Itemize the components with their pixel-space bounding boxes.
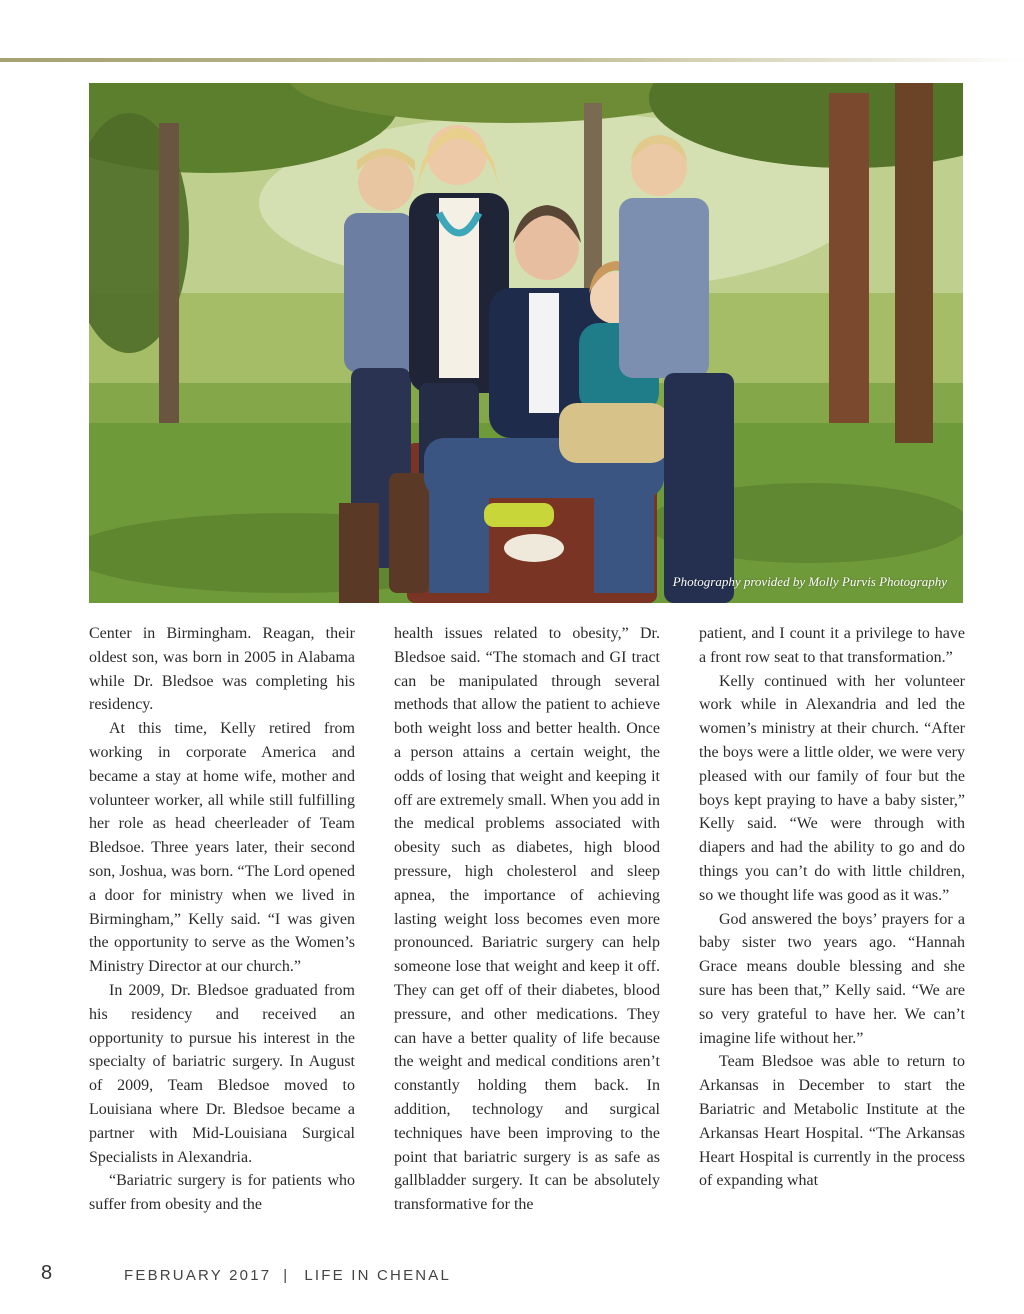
photo-credit: Photography provided by Molly Purvis Photography: [672, 574, 947, 589]
issue-date: FEBRUARY 2017: [124, 1267, 272, 1284]
header-rule: [0, 58, 1024, 62]
footer-separator: |: [283, 1267, 290, 1284]
paragraph: At this time, Kelly retired from working in corporate America and became a stay at home wife, mother and volunteer worker, all while still fulfilling her role as head cheerleader of Team Bledsoe. Three years later, their second son, Joshua, was born. “The Lord opened a door for ministry when we lived in Birmingham,” Kelly said. “I was given the opportunity to serve as the Women’s Ministry Director at our church.”: [89, 720, 355, 976]
family-photo: [89, 83, 963, 603]
paragraph: In 2009, Dr. Bledsoe graduated from his residency and received an opportunity to pursue his interest in the specialty of bariatric surgery. In August of 2009, Team Bledsoe moved to Louisiana where Dr. Bledsoe became a partner with Mid-Louisiana Surgical Specialists in Alexandria.: [89, 981, 355, 1166]
paragraph: Center in Birmingham. Reagan, their oldest son, was born in 2005 in Alabama while Dr. Bledsoe was completing his residency.: [89, 625, 355, 714]
paragraph: Team Bledsoe was able to return to Arkansas in December to start the Bariatric and Metabolic Institute at the Arkansas Heart Hospital. “The Arkansas Heart Hospital is currently in the process of expanding what: [699, 1053, 965, 1190]
page-number: 8: [41, 1262, 53, 1284]
paragraph: health issues related to obesity,” Dr. Bledsoe said. “The stomach and GI tract can be manipulated through several methods that allow the patient to achieve both weight loss and better health. Once a person attains a certain weight, the odds of losing that weight and keeping it off are extremely small. When you add in the medical problems associated with obesity such as diabetes, high blood pressure, high cholesterol and sleep apnea, the importance of achieving lasting weight loss becomes even more pronounced. Bariatric surgery can help someone lose that weight and keep it off. They can get off of their diabetes, blood pressure, and other medications. They can have a better quality of life because the weight and medical conditions aren’t constantly holding them back. In addition, technology and surgical techniques have been improving to the point that bariatric surgery is as safe as gallbladder surgery. It can be absolutely transformative for the: [394, 625, 660, 1214]
magazine-title: LIFE IN CHENAL: [304, 1267, 452, 1284]
article-column-3: [699, 622, 965, 1193]
paragraph: “Bariatric surgery is for patients who suffer from obesity and the: [89, 1172, 355, 1214]
article-column-2: [394, 622, 660, 1217]
paragraph: God answered the boys’ prayers for a baby sister two years ago. “Hannah Grace means double blessing and she sure has been that,” Kelly said. “We are so very grateful to have her. We can’t imagine life without her.”: [699, 910, 965, 1047]
footer: [124, 1267, 451, 1284]
article-column-1: [89, 622, 355, 1217]
paragraph: patient, and I count it a privilege to have a front row seat to that transformation.”: [699, 625, 965, 666]
paragraph: Kelly continued with her volunteer work while in Alexandria and led the women’s ministry at their church. “After the boys were a little older, we were very pleased with our family of four but the boys kept praying to have a baby sister,” Kelly said. “We were through with diapers and had the ability to go and do things you can’t do with little children, so we thought life was good as it was.”: [699, 672, 965, 904]
